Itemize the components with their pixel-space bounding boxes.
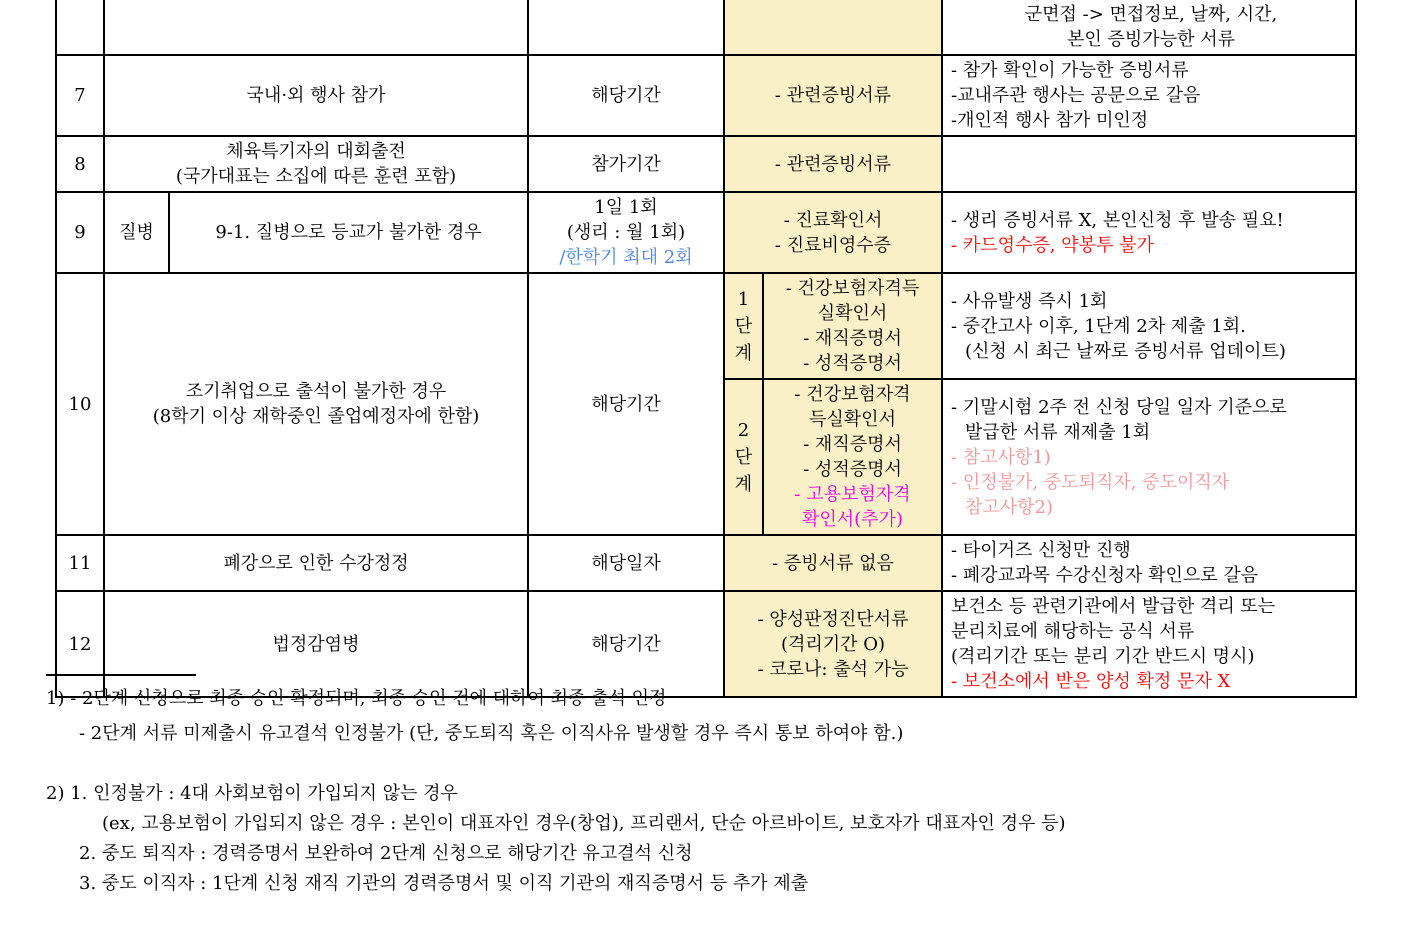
cell-row12-notes [942,591,1356,697]
cell-row6-category [104,0,528,55]
note-line: 분리치료에 해당하는 공식 서류 [951,621,1195,642]
note-line: - 중간고사 이후, 1단계 2차 제출 1회. [951,315,1246,337]
note-line: - 참가 확인이 가능한 증빙서류 [951,60,1189,81]
cell-row7-period: 해당기간 [528,55,724,136]
cell-row8-period: 참가기간 [528,136,724,192]
document-line: (격리기간 O) [780,633,886,655]
footnote-line: (ex, 고용보험이 가입되지 않은 경우 : 본인이 대표자인 경우(창업), 프리랜서, 단순 아르바이트, 보호자가 대표자인 경우 등) [102,813,1066,834]
table-row-7 [56,55,1356,136]
note-line: 보건소 등 관련기관에서 발급한 격리 또는 [951,596,1276,617]
document-line: - 성적증명서 [803,459,902,480]
note-line-red: - 카드영수증, 약봉투 불가 [951,234,1154,256]
category-line: 조기취업으로 출석이 불가한 경우 [185,381,447,402]
cell-row6-notes [942,0,1356,55]
cell-row10-number: 10 [56,273,104,535]
cell-row10-category [104,273,528,535]
table-row-8 [56,136,1356,192]
note-line: - 폐강교과목 수강신청자 확인으로 갈음 [951,565,1259,586]
cell-row11-period: 해당일자 [528,535,724,591]
cell-row10-stage2-label: 2 단 계 [724,379,763,535]
note-line: 군면접 -> 면접정보, 날짜, 시간, [1024,4,1278,25]
cell-row11-category: 폐강으로 인한 수강정정 [104,535,528,591]
cell-row11-documents: - 증빙서류 없음 [724,535,942,591]
cell-row6-documents [724,0,942,55]
cell-row7-number: 7 [56,55,104,136]
cell-row12-period: 해당기간 [528,591,724,697]
note-line: - 생리 증빙서류 X, 본인신청 후 발송 필요! [951,209,1284,231]
table-row-10-stage1 [56,273,1356,379]
note-line: -교내주관 행사는 공문으로 갈음 [951,85,1201,106]
document-line-magenta: 확인서(추가) [802,509,903,530]
note-line: - 기말시험 2주 전 신청 당일 일자 기준으로 [951,396,1287,418]
note-line: (격리기간 또는 분리 기간 반드시 명시) [951,646,1255,667]
footnote-2 [46,779,1066,899]
cell-row10-stage1-notes [942,273,1356,379]
document-line: - 진료확인서 [783,209,883,231]
note-line: -개인적 행사 참가 미인정 [951,110,1149,131]
document-line: - 진료비영수증 [774,234,892,256]
cell-row12-category: 법정감염병 [104,591,528,697]
cell-row6-number [56,0,104,55]
cell-row10-stage2-documents [763,379,942,535]
cell-row7-documents: - 관련증빙서류 [724,55,942,136]
cell-row9-category: 9-1. 질병으로 등교가 불가한 경우 [169,192,528,273]
cell-row8-notes [942,136,1356,192]
note-line-pink: - 참고사항1) [951,446,1051,468]
cell-row10-stage1-documents [763,273,942,379]
cell-row8-category [104,136,528,192]
footnote-line: 1) - 2단계 신청으로 최종 승인 확정되며, 최종 승인 건에 대하여 최종 출석 인정 [46,688,667,709]
note-line-red: - 보건소에서 받은 양성 확정 문자 X [951,671,1231,692]
period-line-blue: /한학기 최대 2회 [559,247,693,268]
cell-row8-number: 8 [56,136,104,192]
document-line: - 코로나: 출석 가능 [757,658,909,680]
cell-row9-period [528,192,724,273]
cell-row9-number: 9 [56,192,104,273]
cell-row7-notes [942,55,1356,136]
table-row-11 [56,535,1356,591]
note-line-pink: 참고사항2) [965,496,1054,518]
footnote-line: 2) 1. 인정불가 : 4대 사회보험이 가입되지 않는 경우 [46,783,458,804]
footnote-line: - 2단계 서류 미제출시 유고결석 인정불가 (단, 중도퇴직 혹은 이직사유 발생할 경우 즉시 통보 하여야 함.) [79,723,904,744]
document-line: - 양성판정진단서류 [757,608,909,630]
note-line: - 사유발생 즉시 1회 [951,290,1108,312]
category-line: 체육특기자의 대회출전 [226,141,406,162]
category-line: (국가대표는 소집에 따른 훈련 포함) [175,166,457,187]
cell-row7-category: 국내·외 행사 참가 [104,55,528,136]
note-line: 발급한 서류 재제출 1회 [965,421,1151,443]
cell-row9-documents [724,192,942,273]
note-line: 본인 증빙가능한 서류 [1067,29,1235,50]
period-line: (생리 : 월 1회) [566,222,686,243]
document-line: 득실확인서 [809,409,896,430]
cell-row11-notes [942,535,1356,591]
cell-row9-notes [942,192,1356,273]
cell-row9-subcategory: 질병 [104,192,169,273]
cell-row12-number: 12 [56,591,104,697]
table-row-6-partial [56,0,1356,55]
footnote-1 [46,681,903,751]
footnote-separator [46,674,196,676]
note-line-pink: - 인정불가, 중도퇴직자, 중도이직자 [951,471,1230,493]
cell-row10-period: 해당기간 [528,273,724,535]
note-line: (신청 시 최근 날짜로 증빙서류 업데이트) [965,340,1286,362]
cell-row10-stage1-label: 1 단 계 [724,273,763,379]
attendance-rules-table [55,0,1357,698]
note-line: - 타이거즈 신청만 진행 [951,540,1131,561]
table-row-9 [56,192,1356,273]
category-line: (8학기 이상 재학중인 졸업예정자에 한함) [152,406,480,427]
document-line: - 재직증명서 [803,328,902,349]
period-line: 1일 1회 [594,197,658,218]
document-line: - 성적증명서 [803,353,902,374]
document-line: - 건강보험자격득 [785,278,920,299]
footnote-line: 3. 중도 이직자 : 1단계 신청 재직 기관의 경력증명서 및 이직 기관의 재직증명서 등 추가 제출 [79,873,809,894]
footnote-line: 2. 중도 퇴직자 : 경력증명서 보완하여 2단계 신청으로 해당기간 유고결석 신청 [79,843,693,864]
document-line-magenta: - 고용보험자격 [794,484,911,505]
cell-row10-stage2-notes [942,379,1356,535]
document-line: 실확인서 [817,303,888,324]
cell-row6-period [528,0,724,55]
cell-row8-documents: - 관련증빙서류 [724,136,942,192]
document-line: - 건강보험자격 [794,384,911,405]
cell-row11-number: 11 [56,535,104,591]
document-line: - 재직증명서 [803,434,902,455]
